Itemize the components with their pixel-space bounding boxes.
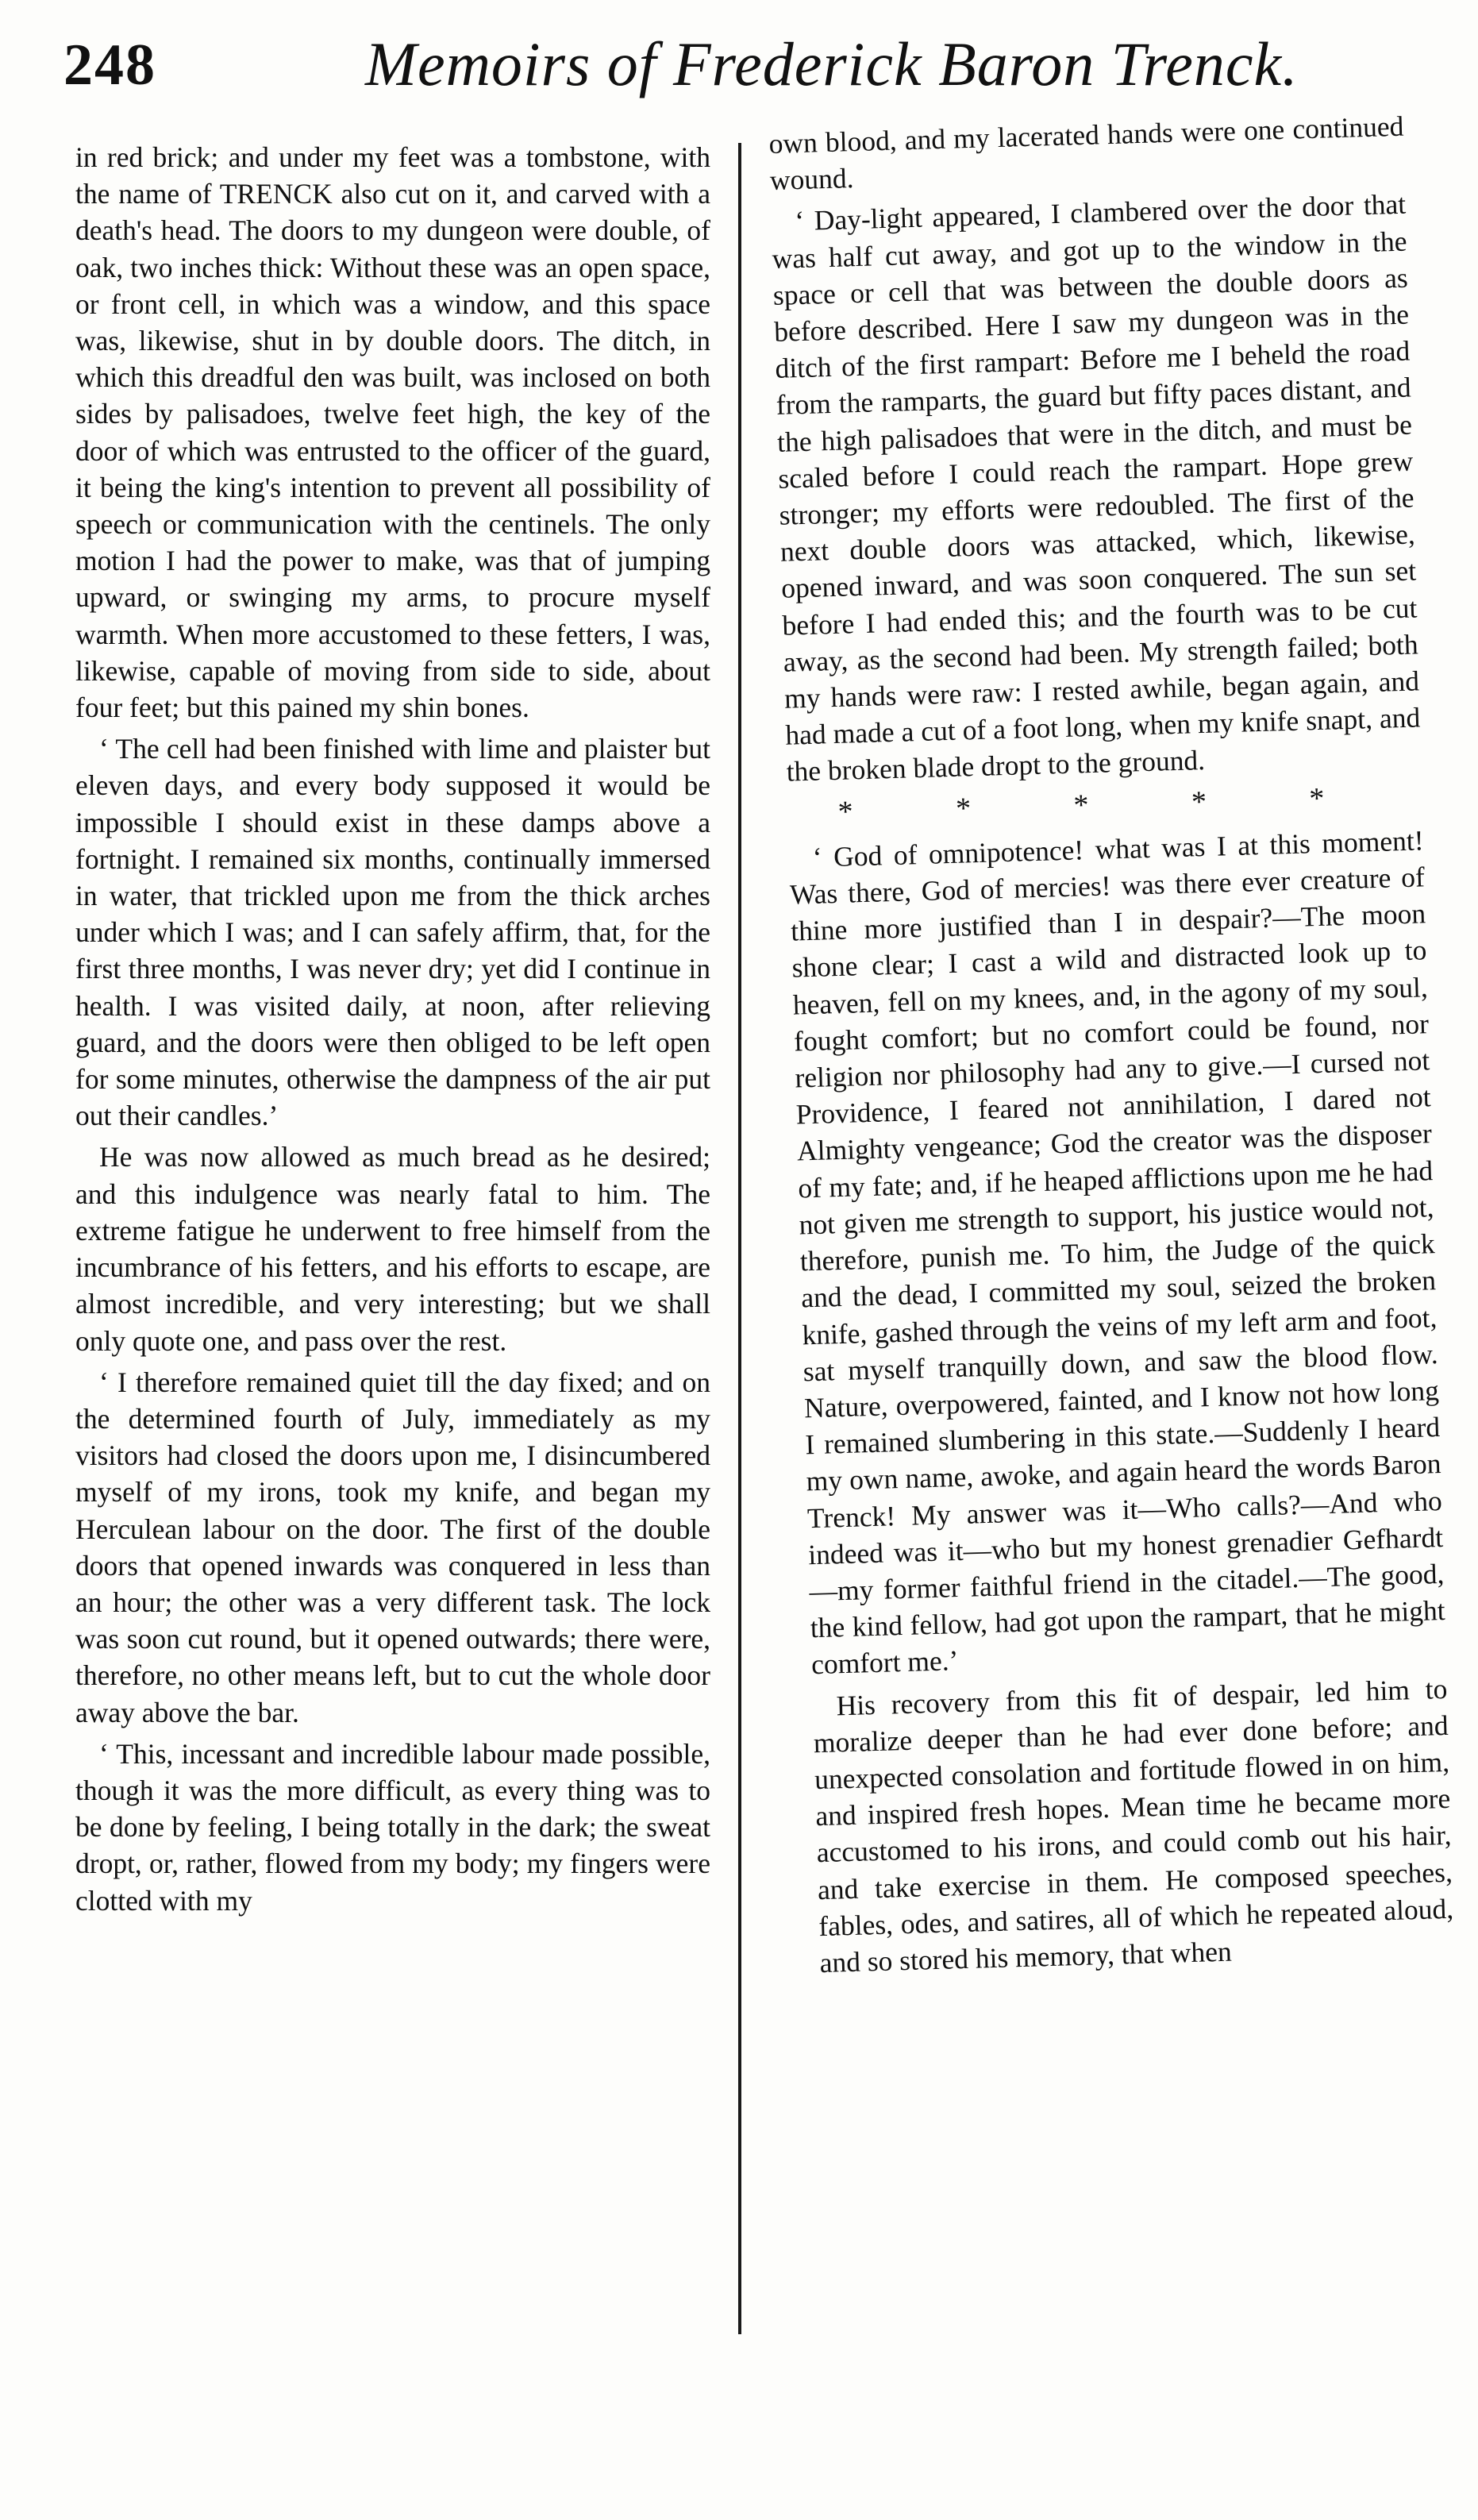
running-head xyxy=(64,24,1413,111)
section-separator: * * * * * xyxy=(837,780,1372,829)
left-paragraph-4: ‘ I therefore remained quiet till the day fixed; and on the determined fourth of July, immediately as my visitors had closed the doors upon me, I disincumbered myself of my irons, took my knife, and began my Herculean labour on the door. The first of the double doors that opened inwards was conquered in less than an hour; the other was a very different task. The lock was soon cut round, but it opened outwards; there were, therefore, no other means left, but to cut the whole door away above the bar. xyxy=(75,1366,710,1728)
left-paragraph-2: ‘ The cell had been finished with lime and plaister but eleven days, and every body supposed it would be impossible I should exist in these damps above a fortnight. I remained six months, continually immersed in water, that trickled upon me from the thick arches under which I was; and I can safely affirm, that, for the first three months, I was never dry; yet did I continue in health. I was visited daily, at noon, after relieving guard, and the doors were then obliged to be left open for some minutes, otherwise the dampness of the air put out their candles.’ xyxy=(75,733,710,1132)
book-title: Memoirs of Frederick Baron Trenck. xyxy=(365,29,1299,98)
left-paragraph-1: in red brick; and under my feet was a tombstone, with the name of TRENCK also cut on it, and carved with a death's head. The doors to my dungeon were double, of oak, two inches thick: Without these was an open space, or front cell, in which was a window, and this space was, likewise, shut in by double doors. The ditch, in which this dreadful den was built, was inclosed on both sides by palisadoes, twelve feet high, the key of the door of which was entrusted to the officer of the guard, it being the king's intention to prevent all possibility of speech or communication with the centinels. The only motion I had the power to make, was that of jumping upward, or swinging my arms, to procure myself warmth. When more accustomed to these fetters, I was, likewise, capable of moving from side to side, about four feet; but this pained my shin bones. xyxy=(75,141,710,724)
right-paragraph-3: ‘ God of omnipotence! what was I at this moment! Was there, God of mercies! was there ever creature of thine more justified than I in despair?—The moon shone clear; I cast a wild and distracted look up to heaven, fell on my knees, and, in the agony of my soul, fought comfort; but no comfort could be found, nor religion nor philosophy had any to give.—I cursed not Providence, I feared not annihilation, I dared not Almighty vengeance; God the creator was the disposer of my fate; and, if he heaped afflictions upon me he had not given me strength to support, his justice would not, therefore, punish me. To him, the Judge of the quick and the dead, I committed my soul, seized the broken knife, gashed through the veins of my left arm and foot, sat myself tranquilly down, and saw the blood flow. Nature, overpowered, fainted, and I know not how long I remained slumbering in this state.—Suddenly I heard my own name, awoke, and again heard the words Baron Trenck! My answer was it—Who calls?—And who indeed was it—who but my honest grenadier Gefhardt—my former faithful friend in the citadel.—The good, the kind fellow, had got upon the rampart, that he might comfort me.’ xyxy=(789,824,1446,1681)
right-column xyxy=(768,108,1455,1986)
right-paragraph-4: His recovery from this fit of despair, led him to moralize deeper than he had ever done before; and unexpected consolation and fortitude flowed in on him, and inspired fresh hopes. Mean time he became more accustomed to his irons, and could comb out his hair, and take exercise in them. He composed speeches, fables, odes, and satires, all of which he repeated aloud, and so stored his memory, that when xyxy=(813,1672,1454,1979)
right-paragraph-1: own blood, and my lacerated hands were one continued wound. xyxy=(768,110,1404,197)
left-paragraph-3: He was now allowed as much bread as he desired; and this indulgence was nearly fatal to him. The extreme fatigue he underwent to free himself from the incumbrance of his fetters, and his efforts to escape, are almost incredible, and very interesting; but we shall only quote one, and pass over the rest. xyxy=(75,1141,710,1357)
left-paragraph-5: ‘ This, incessant and incredible labour made possible, though it was the more difficult, as every thing was to be done by feeling, I being totally in the dark; the sweat dropt, or, rather, flowed from my body; my fingers were clotted with my xyxy=(75,1737,710,1917)
left-column xyxy=(75,139,710,1924)
column-divider xyxy=(738,143,741,2334)
page-number: 248 xyxy=(64,33,156,98)
right-paragraph-2: ‘ Day-light appeared, I clambered over the door that was half cut away, and got up to the window in the space or cell that was between the double doors as before described. Here I saw my dungeon was in the ditch of the first rampart: Before me I beheld the road from the ramparts, the guard but fifty paces distant, and the high palisadoes that were in the ditch, and must be scaled before I could reach the rampart. Hope grew stronger; my efforts were redoubled. The first of the next double doors was attacked, which, likewise, opened inward, and was soon conquered. The sun set before I had ended this; and the fourth was to be cut away, as the second had been. My strength failed; both my hands were raw: I rested awhile, began again, and had made a cut of a foot long, when my knife snapt, and the broken blade dropt to the ground. xyxy=(772,188,1421,788)
